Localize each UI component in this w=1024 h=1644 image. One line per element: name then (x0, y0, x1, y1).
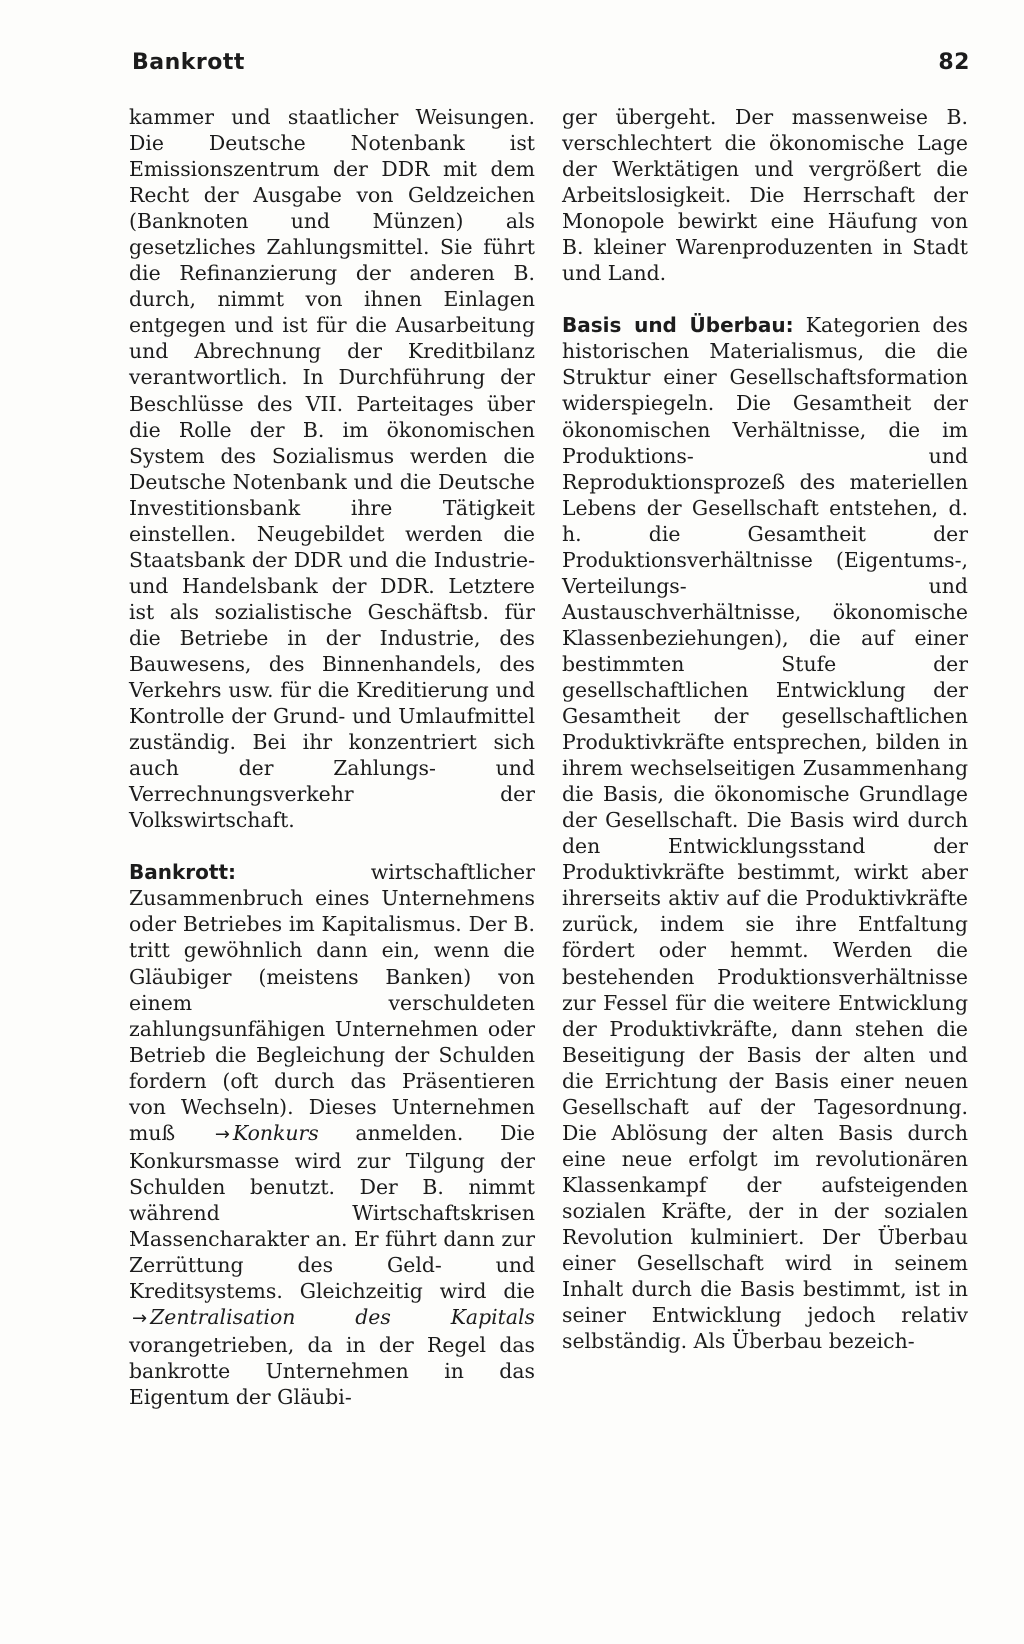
page-number: 82 (938, 50, 970, 75)
entry-text: Kategorien des historischen Materialismus, die die Struktur einer Gesellschaftsformation widerspiegeln. Die Gesamtheit der ökonomischen Verhältnisse, die im Produktions- und Reproduktionsprozeß des materiellen Lebens der Gesellschaft entstehen, d. h. die Gesamtheit der Produktionsverhältnisse (Eigentums-, Verteilungs- und Austauschverhältnisse, ökonomische Klassenbeziehungen), die auf einer bestimmten Stufe der gesellschaftlichen Entwicklung der Gesamtheit der gesellschaftlichen Produktivkräfte entsprechen, bilden in ihrem wechselseitigen Zusammenhang die Basis, die ökonomische Grundlage der Gesellschaft. Die Basis wird durch den Entwicklungsstand der Produktivkräfte bestimmt, wirkt aber ihrerseits aktiv auf die Produktivkräfte zurück, indem sie ihre Entfaltung fördert oder hemmt. Werden die bestehenden Produktionsverhältnisse zur Fessel für die weitere Entwicklung der Produktivkräfte, dann stehen die Beseitigung der Basis der alten und die Errichtung der Basis einer neuen Gesellschaft auf der Tagesordnung. Die Ablösung der alten Basis durch eine neue erfolgt im revolutionären Klassenkampf der aufsteigenden sozialen Kräfte, der in der sozialen Revolution kulminiert. Der Überbau einer Gesellschaft wird in seinem Inhalt durch die Basis bestimmt, ist in seiner Entwicklung jedoch relativ selbständig. Als Überbau bezeich- (562, 313, 969, 1354)
continuation-paragraph (129, 104, 535, 833)
right-column (562, 104, 968, 1354)
entry-text: anmelden. Die Konkursmasse wird zur Tilgung der Schulden benutzt. Der B. nimmt während Wirtschaftskrisen Massencharakter an. Er führt dann zur Zerrüttung des Geld- und Kreditsystems. Gleichzeitig wird die (129, 1120, 536, 1304)
cross-reference-arrow-icon: → (214, 1123, 230, 1145)
entry-bankrott (129, 859, 535, 1410)
entry-text: wirtschaftlicher Zusammenbruch eines Unternehmens oder Betriebes im Kapitalismus. Der B. tritt gewöhnlich dann ein, wenn die Gläubiger (meistens Banken) von einem verschuldeten zahlungsunfähigen Unternehmen oder Betrieb die Begleichung der Schulden fordern (oft durch das Präsentieren von Wechseln). Dieses Unternehmen muß (129, 860, 535, 1145)
continuation-paragraph (562, 104, 968, 286)
entry-headword: Basis und Überbau: (562, 313, 794, 338)
continuation-text: kammer und staatlicher Weisungen. Die Deutsche Notenbank ist Emissionszentrum der DDR mit dem Recht der Ausgabe von Geldzeichen (Banknoten und Münzen) als gesetzliches Zahlungsmittel. Sie führt die Refinanzierung der anderen B. durch, nimmt von ihnen Einlagen entgegen und ist für die Ausarbeitung und Abrechnung der Kreditbilanz verantwortlich. In Durchführung der Beschlüsse des VII. Parteitages über die Rolle der B. im ökonomischen System des Sozialismus werden die Deutsche Notenbank und die Deutsche Investitionsbank ihre Tätigkeit einstellen. Neugebildet werden die Staatsbank der DDR und die Industrie- und Handelsbank der DDR. Letztere ist als sozialistische Geschäftsb. für die Betriebe in der Industrie, des Bauwesens, des Binnenhandels, des Verkehrs usw. für die Kreditierung und Kontrolle der Grund- und Umlaufmittel zuständig. Bei ihr konzentriert sich auch der Zahlungs- und Verrechnungsverkehr der Volkswirtschaft. (129, 105, 535, 833)
entry-headword: Bankrott: (129, 860, 237, 885)
entry-basis-und-ueberbau (562, 312, 968, 1354)
running-head-title: Bankrott (132, 50, 245, 75)
entry-text: vorangetrieben, da in der Regel das bankrotte Unternehmen in das Eigentum der Gläubi- (129, 1333, 535, 1410)
cross-reference-konkurs[interactable]: Konkurs (232, 1120, 319, 1145)
cross-reference-zentralisation[interactable]: Zentralisation des Kapitals (150, 1305, 535, 1330)
continuation-text: ger übergeht. Der massenweise B. verschlechtert die ökonomische Lage der Werktätigen und vergrößert die Arbeitslosigkeit. Die Herrschaft der Monopole bewirkt eine Häufung von B. kleiner Warenproduzenten in Stadt und Land. (562, 105, 968, 286)
running-head (132, 50, 970, 84)
left-column (129, 104, 535, 1410)
cross-reference-arrow-icon: → (132, 1308, 148, 1330)
